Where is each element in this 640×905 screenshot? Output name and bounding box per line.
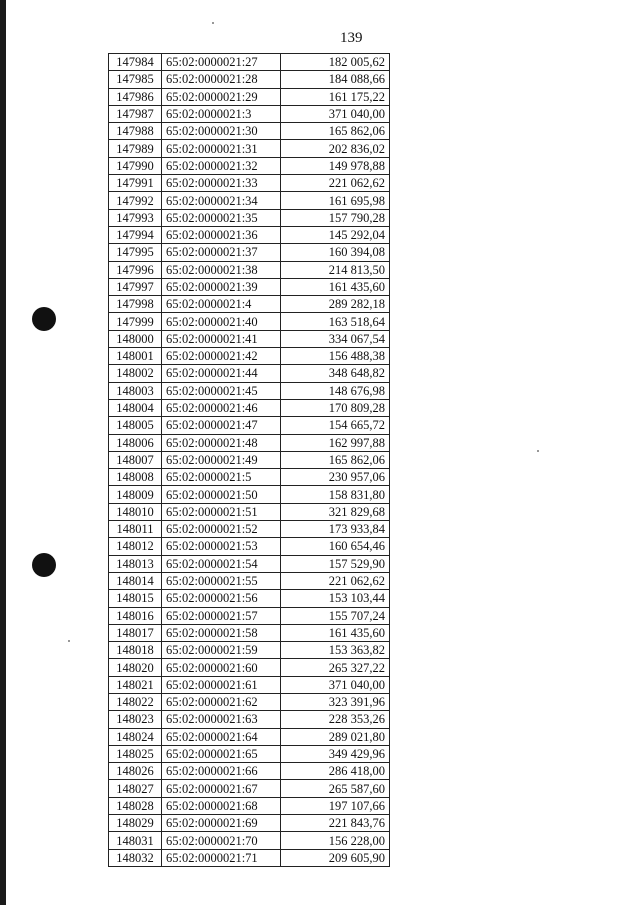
table-row [109,88,390,105]
amount-cell: 214 813,50 [281,261,390,278]
cadastral-number-cell: 65:02:0000021:47 [162,417,281,434]
row-id-cell: 148027 [109,780,162,797]
amount-cell: 349 429,96 [281,745,390,762]
row-id-cell: 147993 [109,209,162,226]
row-id-cell: 148029 [109,815,162,832]
cadastral-number-cell: 65:02:0000021:38 [162,261,281,278]
row-id-cell: 148017 [109,624,162,641]
table-body [109,54,390,867]
table-row [109,624,390,641]
row-id-cell: 147995 [109,244,162,261]
table-row [109,797,390,814]
amount-cell: 154 665,72 [281,417,390,434]
cadastral-number-cell: 65:02:0000021:59 [162,642,281,659]
amount-cell: 209 605,90 [281,849,390,866]
cadastral-number-cell: 65:02:0000021:57 [162,607,281,624]
table-row [109,607,390,624]
amount-cell: 197 107,66 [281,797,390,814]
table-row [109,417,390,434]
table-row [109,711,390,728]
amount-cell: 149 978,88 [281,157,390,174]
table-row [109,71,390,88]
amount-cell: 221 062,62 [281,175,390,192]
cadastral-number-cell: 65:02:0000021:35 [162,209,281,226]
cadastral-number-cell: 65:02:0000021:29 [162,88,281,105]
row-id-cell: 148001 [109,348,162,365]
amount-cell: 163 518,64 [281,313,390,330]
table-row [109,123,390,140]
amount-cell: 160 394,08 [281,244,390,261]
table-row [109,521,390,538]
amount-cell: 228 353,26 [281,711,390,728]
table-row [109,572,390,589]
cadastral-number-cell: 65:02:0000021:68 [162,797,281,814]
table-row [109,278,390,295]
table-row [109,676,390,693]
table-row [109,330,390,347]
cadastral-number-cell: 65:02:0000021:28 [162,71,281,88]
cadastral-number-cell: 65:02:0000021:41 [162,330,281,347]
amount-cell: 161 435,60 [281,278,390,295]
cadastral-number-cell: 65:02:0000021:42 [162,348,281,365]
amount-cell: 158 831,80 [281,486,390,503]
punch-hole [32,553,56,577]
table-row [109,780,390,797]
table-row [109,192,390,209]
table-row [109,105,390,122]
cadastral-number-cell: 65:02:0000021:60 [162,659,281,676]
row-id-cell: 148011 [109,521,162,538]
table-row [109,469,390,486]
scan-edge-shadow [0,0,6,905]
cadastral-number-cell: 65:02:0000021:31 [162,140,281,157]
amount-cell: 265 587,60 [281,780,390,797]
row-id-cell: 148020 [109,659,162,676]
cadastral-number-cell: 65:02:0000021:58 [162,624,281,641]
cadastral-number-cell: 65:02:0000021:52 [162,521,281,538]
row-id-cell: 147997 [109,278,162,295]
table-row [109,261,390,278]
amount-cell: 321 829,68 [281,503,390,520]
amount-cell: 334 067,54 [281,330,390,347]
table-row [109,382,390,399]
amount-cell: 162 997,88 [281,434,390,451]
row-id-cell: 147984 [109,54,162,71]
row-id-cell: 147988 [109,123,162,140]
row-id-cell: 147985 [109,71,162,88]
amount-cell: 153 103,44 [281,590,390,607]
row-id-cell: 148024 [109,728,162,745]
cadastral-number-cell: 65:02:0000021:65 [162,745,281,762]
amount-cell: 286 418,00 [281,763,390,780]
table-row [109,486,390,503]
cadastral-number-cell: 65:02:0000021:39 [162,278,281,295]
cadastral-number-cell: 65:02:0000021:32 [162,157,281,174]
amount-cell: 161 175,22 [281,88,390,105]
amount-cell: 161 695,98 [281,192,390,209]
row-id-cell: 148032 [109,849,162,866]
cadastral-number-cell: 65:02:0000021:51 [162,503,281,520]
cadastral-number-cell: 65:02:0000021:50 [162,486,281,503]
cadastral-number-cell: 65:02:0000021:34 [162,192,281,209]
cadastral-number-cell: 65:02:0000021:30 [162,123,281,140]
amount-cell: 182 005,62 [281,54,390,71]
row-id-cell: 148031 [109,832,162,849]
row-id-cell: 148026 [109,763,162,780]
table-row [109,434,390,451]
amount-cell: 289 282,18 [281,296,390,313]
cadastral-number-cell: 65:02:0000021:62 [162,693,281,710]
row-id-cell: 148014 [109,572,162,589]
amount-cell: 170 809,28 [281,399,390,416]
cadastral-number-cell: 65:02:0000021:66 [162,763,281,780]
row-id-cell: 148028 [109,797,162,814]
row-id-cell: 147994 [109,226,162,243]
cadastral-number-cell: 65:02:0000021:64 [162,728,281,745]
row-id-cell: 148013 [109,555,162,572]
cadastral-number-cell: 65:02:0000021:56 [162,590,281,607]
cadastral-number-cell: 65:02:0000021:63 [162,711,281,728]
table-row [109,157,390,174]
row-id-cell: 148006 [109,434,162,451]
table-row [109,140,390,157]
cadastral-number-cell: 65:02:0000021:33 [162,175,281,192]
cadastral-number-cell: 65:02:0000021:44 [162,365,281,382]
amount-cell: 184 088,66 [281,71,390,88]
cadastral-number-cell: 65:02:0000021:5 [162,469,281,486]
cadastral-number-cell: 65:02:0000021:70 [162,832,281,849]
row-id-cell: 148012 [109,538,162,555]
amount-cell: 155 707,24 [281,607,390,624]
cadastral-number-cell: 65:02:0000021:37 [162,244,281,261]
table-row [109,693,390,710]
table-row [109,590,390,607]
table-row [109,642,390,659]
scan-speck [68,640,70,642]
cadastral-number-cell: 65:02:0000021:71 [162,849,281,866]
row-id-cell: 148008 [109,469,162,486]
row-id-cell: 147998 [109,296,162,313]
row-id-cell: 148009 [109,486,162,503]
cadastral-table [108,53,390,867]
cadastral-number-cell: 65:02:0000021:46 [162,399,281,416]
cadastral-number-cell: 65:02:0000021:53 [162,538,281,555]
table-row [109,659,390,676]
cadastral-number-cell: 65:02:0000021:45 [162,382,281,399]
row-id-cell: 147991 [109,175,162,192]
cadastral-number-cell: 65:02:0000021:27 [162,54,281,71]
row-id-cell: 148021 [109,676,162,693]
amount-cell: 230 957,06 [281,469,390,486]
table-row [109,175,390,192]
row-id-cell: 148005 [109,417,162,434]
row-id-cell: 148016 [109,607,162,624]
table-row [109,399,390,416]
table-row [109,209,390,226]
amount-cell: 348 648,82 [281,365,390,382]
scan-speck [537,450,539,452]
cadastral-number-cell: 65:02:0000021:4 [162,296,281,313]
table-row [109,728,390,745]
row-id-cell: 147986 [109,88,162,105]
amount-cell: 221 843,76 [281,815,390,832]
row-id-cell: 147992 [109,192,162,209]
row-id-cell: 148023 [109,711,162,728]
row-id-cell: 147996 [109,261,162,278]
row-id-cell: 148004 [109,399,162,416]
row-id-cell: 147987 [109,105,162,122]
amount-cell: 165 862,06 [281,451,390,468]
row-id-cell: 148002 [109,365,162,382]
amount-cell: 221 062,62 [281,572,390,589]
table-row [109,296,390,313]
amount-cell: 157 529,90 [281,555,390,572]
amount-cell: 173 933,84 [281,521,390,538]
amount-cell: 160 654,46 [281,538,390,555]
table-row [109,348,390,365]
amount-cell: 265 327,22 [281,659,390,676]
table-row [109,555,390,572]
amount-cell: 371 040,00 [281,105,390,122]
row-id-cell: 148000 [109,330,162,347]
amount-cell: 153 363,82 [281,642,390,659]
cadastral-number-cell: 65:02:0000021:36 [162,226,281,243]
amount-cell: 157 790,28 [281,209,390,226]
row-id-cell: 148022 [109,693,162,710]
table-row [109,763,390,780]
amount-cell: 156 488,38 [281,348,390,365]
table-row [109,745,390,762]
amount-cell: 289 021,80 [281,728,390,745]
table-row [109,313,390,330]
row-id-cell: 148018 [109,642,162,659]
table-row [109,832,390,849]
amount-cell: 323 391,96 [281,693,390,710]
row-id-cell: 148015 [109,590,162,607]
row-id-cell: 148025 [109,745,162,762]
amount-cell: 202 836,02 [281,140,390,157]
amount-cell: 156 228,00 [281,832,390,849]
table-row [109,365,390,382]
table-row [109,815,390,832]
row-id-cell: 148007 [109,451,162,468]
table-row [109,538,390,555]
row-id-cell: 147989 [109,140,162,157]
cadastral-number-cell: 65:02:0000021:69 [162,815,281,832]
table-row [109,226,390,243]
cadastral-number-cell: 65:02:0000021:61 [162,676,281,693]
row-id-cell: 148010 [109,503,162,520]
cadastral-number-cell: 65:02:0000021:40 [162,313,281,330]
table-row [109,849,390,866]
table-row [109,244,390,261]
scan-speck [212,22,214,24]
amount-cell: 148 676,98 [281,382,390,399]
table-row [109,451,390,468]
table-row [109,503,390,520]
cadastral-number-cell: 65:02:0000021:54 [162,555,281,572]
cadastral-number-cell: 65:02:0000021:3 [162,105,281,122]
cadastral-number-cell: 65:02:0000021:48 [162,434,281,451]
page-number: 139 [340,30,363,46]
row-id-cell: 148003 [109,382,162,399]
row-id-cell: 147990 [109,157,162,174]
cadastral-number-cell: 65:02:0000021:67 [162,780,281,797]
table-row [109,54,390,71]
amount-cell: 165 862,06 [281,123,390,140]
punch-hole [32,307,56,331]
cadastral-number-cell: 65:02:0000021:49 [162,451,281,468]
amount-cell: 371 040,00 [281,676,390,693]
cadastral-number-cell: 65:02:0000021:55 [162,572,281,589]
amount-cell: 145 292,04 [281,226,390,243]
amount-cell: 161 435,60 [281,624,390,641]
row-id-cell: 147999 [109,313,162,330]
